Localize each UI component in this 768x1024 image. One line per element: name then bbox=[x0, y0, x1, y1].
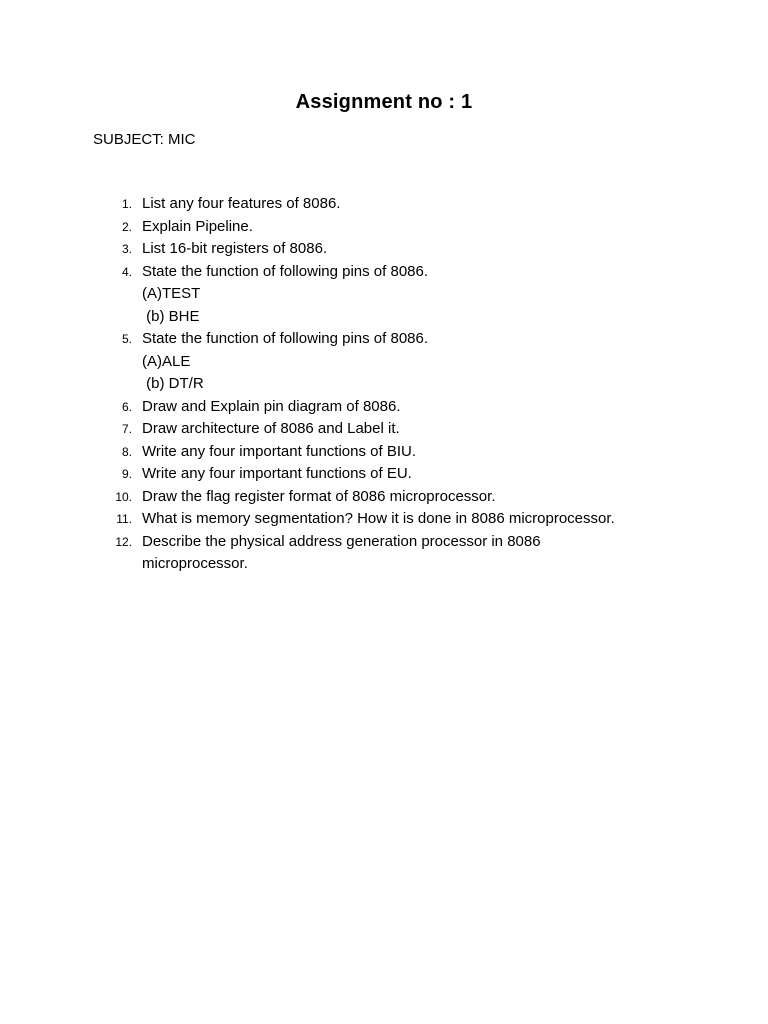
sub-question-a: (A)ALE bbox=[142, 352, 191, 370]
question-item-8 bbox=[0, 441, 700, 464]
question-item-3 bbox=[0, 238, 700, 261]
question-number: 1. bbox=[121, 197, 132, 211]
question-number: 5. bbox=[121, 332, 132, 346]
question-item-1 bbox=[0, 193, 700, 216]
question-list bbox=[0, 193, 700, 576]
sub-question-a: (A)TEST bbox=[142, 285, 201, 302]
question-item-4 bbox=[0, 261, 700, 329]
question-item-10 bbox=[0, 486, 700, 509]
question-item-7 bbox=[0, 418, 700, 441]
question-text: What is memory segmentation? How it is done in 8086 microprocessor. bbox=[142, 510, 615, 527]
subject-line: SUBJECT: MIC bbox=[93, 131, 196, 148]
question-text: Draw architecture of 8086 and Label it. bbox=[142, 420, 400, 437]
question-item-12 bbox=[0, 531, 700, 576]
question-item-9 bbox=[0, 463, 700, 486]
question-number: 11. bbox=[116, 512, 132, 526]
question-number: 8. bbox=[121, 444, 132, 459]
question-text: Write any four important functions of BIU. bbox=[142, 442, 417, 460]
question-number: 7. bbox=[121, 422, 132, 436]
question-item-11 bbox=[0, 508, 700, 531]
question-text: Describe the physical address generation processor in 8086 microprocessor. bbox=[142, 532, 541, 572]
question-text: State the function of following pins of 8086. bbox=[142, 262, 429, 280]
question-number: 6. bbox=[121, 399, 132, 414]
sub-question-b: (b) BHE bbox=[142, 307, 200, 325]
document-title: Assignment no : 1 bbox=[295, 91, 473, 113]
question-text: List any four features of 8086. bbox=[142, 195, 341, 212]
question-text: Explain Pipeline. bbox=[142, 217, 253, 235]
question-number: 4. bbox=[121, 264, 132, 279]
question-number: 2. bbox=[121, 219, 132, 234]
question-text: List 16-bit registers of 8086. bbox=[142, 240, 328, 257]
question-number: 3. bbox=[121, 242, 132, 256]
sub-question-b: (b) DT/R bbox=[142, 375, 204, 392]
question-text: Draw the flag register format of 8086 microprocessor. bbox=[142, 487, 496, 505]
question-text: Write any four important functions of EU. bbox=[142, 465, 412, 482]
question-number: 9. bbox=[121, 467, 132, 481]
question-number: 12. bbox=[115, 534, 132, 549]
question-text: State the function of following pins of 8086. bbox=[142, 330, 429, 347]
question-item-5 bbox=[0, 328, 700, 396]
question-number: 10. bbox=[115, 489, 132, 504]
question-item-2 bbox=[0, 216, 700, 239]
question-item-6 bbox=[0, 396, 700, 419]
question-text: Draw and Explain pin diagram of 8086. bbox=[142, 397, 401, 415]
